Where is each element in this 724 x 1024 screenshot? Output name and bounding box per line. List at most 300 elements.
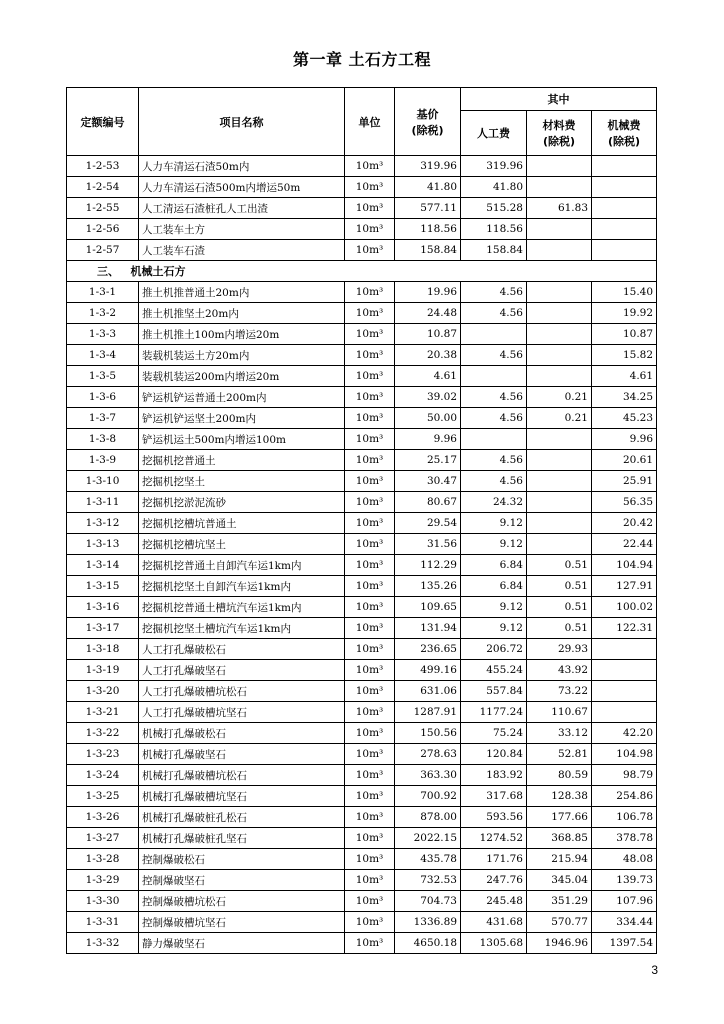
row-labor: 1305.68 xyxy=(461,933,527,954)
row-name: 挖掘机挖淤泥流砂 xyxy=(139,492,345,513)
row-name: 装载机装运土方20m内 xyxy=(139,345,345,366)
row-material xyxy=(527,366,592,387)
row-machine: 45.23 xyxy=(592,408,657,429)
table-row xyxy=(67,492,657,513)
row-base-price: 31.56 xyxy=(395,534,461,555)
row-machine: 10.87 xyxy=(592,324,657,345)
table-row xyxy=(67,660,657,681)
row-machine: 122.31 xyxy=(592,618,657,639)
row-material xyxy=(527,471,592,492)
row-labor: 41.80 xyxy=(461,177,527,198)
row-unit: 10m³ xyxy=(345,891,395,912)
row-machine: 42.20 xyxy=(592,723,657,744)
row-machine: 56.35 xyxy=(592,492,657,513)
row-labor: 4.56 xyxy=(461,282,527,303)
row-name: 铲运机铲运坚土200m内 xyxy=(139,408,345,429)
row-name: 挖掘机挖槽坑普通土 xyxy=(139,513,345,534)
header-machine xyxy=(592,111,657,156)
row-code: 1-3-31 xyxy=(67,912,139,933)
table-row xyxy=(67,156,657,177)
row-machine: 22.44 xyxy=(592,534,657,555)
row-unit: 10m³ xyxy=(345,177,395,198)
table-row xyxy=(67,408,657,429)
row-base-price: 30.47 xyxy=(395,471,461,492)
row-unit: 10m³ xyxy=(345,534,395,555)
row-unit: 10m³ xyxy=(345,828,395,849)
row-base-price: 319.96 xyxy=(395,156,461,177)
row-material xyxy=(527,240,592,261)
row-code: 1-2-56 xyxy=(67,219,139,240)
row-base-price: 25.17 xyxy=(395,450,461,471)
row-base-price: 236.65 xyxy=(395,639,461,660)
header-material-label: 材料费 xyxy=(542,119,576,132)
row-machine xyxy=(592,240,657,261)
row-labor: 171.76 xyxy=(461,849,527,870)
row-machine: 48.08 xyxy=(592,849,657,870)
row-machine: 334.44 xyxy=(592,912,657,933)
row-labor: 120.84 xyxy=(461,744,527,765)
row-unit: 10m³ xyxy=(345,282,395,303)
row-machine: 1397.54 xyxy=(592,933,657,954)
row-machine xyxy=(592,219,657,240)
header-code: 定额编号 xyxy=(67,88,139,156)
row-unit: 10m³ xyxy=(345,597,395,618)
row-machine: 25.91 xyxy=(592,471,657,492)
table-body-a xyxy=(67,156,657,261)
row-code: 1-3-6 xyxy=(67,387,139,408)
row-unit: 10m³ xyxy=(345,198,395,219)
table-row xyxy=(67,282,657,303)
row-machine: 15.82 xyxy=(592,345,657,366)
row-name: 控制爆破槽坑坚石 xyxy=(139,912,345,933)
row-base-price: 118.56 xyxy=(395,219,461,240)
row-code: 1-3-10 xyxy=(67,471,139,492)
row-code: 1-3-27 xyxy=(67,828,139,849)
row-name: 机械打孔爆破桩孔坚石 xyxy=(139,828,345,849)
row-material: 61.83 xyxy=(527,198,592,219)
row-material: 368.85 xyxy=(527,828,592,849)
row-unit: 10m³ xyxy=(345,366,395,387)
row-machine xyxy=(592,156,657,177)
row-machine: 254.86 xyxy=(592,786,657,807)
row-name: 人力车清运石渣500m内增运50m xyxy=(139,177,345,198)
row-base-price: 50.00 xyxy=(395,408,461,429)
row-material: 0.21 xyxy=(527,387,592,408)
section-title xyxy=(67,261,657,282)
row-labor: 183.92 xyxy=(461,765,527,786)
row-machine: 100.02 xyxy=(592,597,657,618)
row-labor: 4.56 xyxy=(461,345,527,366)
row-name: 推土机推坚土20m内 xyxy=(139,303,345,324)
row-unit: 10m³ xyxy=(345,450,395,471)
row-code: 1-3-11 xyxy=(67,492,139,513)
row-unit: 10m³ xyxy=(345,156,395,177)
table-row xyxy=(67,681,657,702)
row-labor: 118.56 xyxy=(461,219,527,240)
row-code: 1-3-3 xyxy=(67,324,139,345)
row-material xyxy=(527,282,592,303)
row-machine xyxy=(592,639,657,660)
row-name: 人工打孔爆破槽坑坚石 xyxy=(139,702,345,723)
row-machine: 20.61 xyxy=(592,450,657,471)
row-name: 机械打孔爆破槽坑坚石 xyxy=(139,786,345,807)
row-name: 静力爆破坚石 xyxy=(139,933,345,954)
table-row xyxy=(67,534,657,555)
row-base-price: 150.56 xyxy=(395,723,461,744)
row-unit: 10m³ xyxy=(345,660,395,681)
row-base-price: 135.26 xyxy=(395,576,461,597)
header-material-sub: (除税) xyxy=(542,135,576,148)
row-name: 推土机推土100m内增运20m xyxy=(139,324,345,345)
row-machine: 104.94 xyxy=(592,555,657,576)
row-name: 机械打孔爆破坚石 xyxy=(139,744,345,765)
row-unit: 10m³ xyxy=(345,933,395,954)
row-unit: 10m³ xyxy=(345,723,395,744)
row-material xyxy=(527,177,592,198)
table-row xyxy=(67,765,657,786)
table-row xyxy=(67,744,657,765)
row-code: 1-3-25 xyxy=(67,786,139,807)
row-machine xyxy=(592,177,657,198)
row-name: 挖掘机挖坚土自卸汽车运1km内 xyxy=(139,576,345,597)
row-unit: 10m³ xyxy=(345,618,395,639)
row-base-price: 112.29 xyxy=(395,555,461,576)
row-material: 128.38 xyxy=(527,786,592,807)
row-material: 0.21 xyxy=(527,408,592,429)
header-unit: 单位 xyxy=(345,88,395,156)
table-row xyxy=(67,555,657,576)
row-labor: 317.68 xyxy=(461,786,527,807)
row-code: 1-3-18 xyxy=(67,639,139,660)
row-name: 挖掘机挖普通土槽坑汽车运1km内 xyxy=(139,597,345,618)
row-unit: 10m³ xyxy=(345,849,395,870)
row-code: 1-3-17 xyxy=(67,618,139,639)
table-row xyxy=(67,807,657,828)
table-row xyxy=(67,933,657,954)
row-unit: 10m³ xyxy=(345,912,395,933)
row-unit: 10m³ xyxy=(345,408,395,429)
header-including: 其中 xyxy=(461,88,657,111)
row-material: 0.51 xyxy=(527,576,592,597)
row-material xyxy=(527,492,592,513)
header-base-price xyxy=(395,88,461,156)
row-unit: 10m³ xyxy=(345,765,395,786)
section-header-group xyxy=(67,261,657,282)
header-machine-sub: (除税) xyxy=(607,135,641,148)
row-labor: 1177.24 xyxy=(461,702,527,723)
row-material: 1946.96 xyxy=(527,933,592,954)
header-labor: 人工费 xyxy=(461,111,527,156)
table-row xyxy=(67,618,657,639)
row-code: 1-3-21 xyxy=(67,702,139,723)
row-material: 351.29 xyxy=(527,891,592,912)
row-labor: 4.56 xyxy=(461,303,527,324)
row-unit: 10m³ xyxy=(345,639,395,660)
row-base-price: 1287.91 xyxy=(395,702,461,723)
row-code: 1-3-26 xyxy=(67,807,139,828)
row-labor: 158.84 xyxy=(461,240,527,261)
row-machine: 104.98 xyxy=(592,744,657,765)
row-name: 人工打孔爆破槽坑松石 xyxy=(139,681,345,702)
row-labor: 6.84 xyxy=(461,555,527,576)
row-code: 1-2-55 xyxy=(67,198,139,219)
table-row xyxy=(67,240,657,261)
row-base-price: 29.54 xyxy=(395,513,461,534)
row-base-price: 278.63 xyxy=(395,744,461,765)
table-row xyxy=(67,702,657,723)
row-labor: 4.56 xyxy=(461,471,527,492)
table-row xyxy=(67,219,657,240)
row-material xyxy=(527,156,592,177)
row-base-price: 4650.18 xyxy=(395,933,461,954)
row-code: 1-3-2 xyxy=(67,303,139,324)
row-base-price: 158.84 xyxy=(395,240,461,261)
row-machine: 378.78 xyxy=(592,828,657,849)
row-unit: 10m³ xyxy=(345,303,395,324)
row-machine: 107.96 xyxy=(592,891,657,912)
table-body-b xyxy=(67,282,657,954)
row-code: 1-2-54 xyxy=(67,177,139,198)
row-material: 0.51 xyxy=(527,555,592,576)
row-material: 52.81 xyxy=(527,744,592,765)
row-base-price: 41.80 xyxy=(395,177,461,198)
row-code: 1-3-5 xyxy=(67,366,139,387)
row-machine: 98.79 xyxy=(592,765,657,786)
row-unit: 10m³ xyxy=(345,681,395,702)
row-name: 控制爆破坚石 xyxy=(139,870,345,891)
row-code: 1-3-20 xyxy=(67,681,139,702)
table-row xyxy=(67,828,657,849)
row-machine: 34.25 xyxy=(592,387,657,408)
table-row xyxy=(67,345,657,366)
row-machine xyxy=(592,198,657,219)
row-labor: 9.12 xyxy=(461,597,527,618)
row-unit: 10m³ xyxy=(345,513,395,534)
row-name: 人力车清运石渣50m内 xyxy=(139,156,345,177)
row-base-price: 24.48 xyxy=(395,303,461,324)
row-name: 控制爆破松石 xyxy=(139,849,345,870)
row-labor: 431.68 xyxy=(461,912,527,933)
row-material: 570.77 xyxy=(527,912,592,933)
row-code: 1-3-16 xyxy=(67,597,139,618)
row-material: 345.04 xyxy=(527,870,592,891)
row-name: 挖掘机挖坚土 xyxy=(139,471,345,492)
row-machine: 20.42 xyxy=(592,513,657,534)
row-unit: 10m³ xyxy=(345,387,395,408)
row-material: 43.92 xyxy=(527,660,592,681)
row-machine xyxy=(592,660,657,681)
row-name: 机械打孔爆破桩孔松石 xyxy=(139,807,345,828)
row-material xyxy=(527,513,592,534)
page-number: 3 xyxy=(651,963,658,977)
row-material xyxy=(527,324,592,345)
row-labor: 24.32 xyxy=(461,492,527,513)
row-labor: 4.56 xyxy=(461,387,527,408)
row-name: 人工装车石渣 xyxy=(139,240,345,261)
quota-table xyxy=(66,87,657,954)
row-code: 1-3-12 xyxy=(67,513,139,534)
row-base-price: 80.67 xyxy=(395,492,461,513)
row-name: 挖掘机挖槽坑坚土 xyxy=(139,534,345,555)
table-row xyxy=(67,198,657,219)
table-row xyxy=(67,786,657,807)
section-row xyxy=(67,261,657,282)
row-labor: 9.12 xyxy=(461,618,527,639)
row-code: 1-3-8 xyxy=(67,429,139,450)
row-base-price: 878.00 xyxy=(395,807,461,828)
row-machine: 139.73 xyxy=(592,870,657,891)
row-base-price: 4.61 xyxy=(395,366,461,387)
row-code: 1-3-14 xyxy=(67,555,139,576)
row-base-price: 363.30 xyxy=(395,765,461,786)
row-labor: 75.24 xyxy=(461,723,527,744)
row-labor: 245.48 xyxy=(461,891,527,912)
row-code: 1-3-22 xyxy=(67,723,139,744)
row-unit: 10m³ xyxy=(345,219,395,240)
row-base-price: 704.73 xyxy=(395,891,461,912)
table-row xyxy=(67,303,657,324)
table-row xyxy=(67,891,657,912)
row-labor: 4.56 xyxy=(461,408,527,429)
row-name: 挖掘机挖普通土 xyxy=(139,450,345,471)
table-row xyxy=(67,912,657,933)
row-code: 1-2-57 xyxy=(67,240,139,261)
row-unit: 10m³ xyxy=(345,492,395,513)
row-name: 人工清运石渣桩孔人工出渣 xyxy=(139,198,345,219)
row-material: 80.59 xyxy=(527,765,592,786)
row-code: 1-3-4 xyxy=(67,345,139,366)
row-name: 人工打孔爆破松石 xyxy=(139,639,345,660)
row-code: 1-3-1 xyxy=(67,282,139,303)
row-code: 1-3-32 xyxy=(67,933,139,954)
row-name: 人工打孔爆破坚石 xyxy=(139,660,345,681)
row-base-price: 577.11 xyxy=(395,198,461,219)
row-base-price: 131.94 xyxy=(395,618,461,639)
row-machine: 15.40 xyxy=(592,282,657,303)
row-name: 机械打孔爆破槽坑松石 xyxy=(139,765,345,786)
row-unit: 10m³ xyxy=(345,240,395,261)
row-unit: 10m³ xyxy=(345,324,395,345)
row-material xyxy=(527,303,592,324)
page-title: 第一章 土石方工程 xyxy=(292,50,432,69)
table-row xyxy=(67,639,657,660)
row-name: 挖掘机挖普通土自卸汽车运1km内 xyxy=(139,555,345,576)
row-name: 挖掘机挖坚土槽坑汽车运1km内 xyxy=(139,618,345,639)
table-row xyxy=(67,513,657,534)
row-code: 1-3-24 xyxy=(67,765,139,786)
row-base-price: 499.16 xyxy=(395,660,461,681)
row-material: 29.93 xyxy=(527,639,592,660)
row-material xyxy=(527,219,592,240)
row-unit: 10m³ xyxy=(345,702,395,723)
row-unit: 10m³ xyxy=(345,345,395,366)
row-machine xyxy=(592,681,657,702)
row-machine: 19.92 xyxy=(592,303,657,324)
row-material: 0.51 xyxy=(527,597,592,618)
row-labor: 1274.52 xyxy=(461,828,527,849)
row-base-price: 109.65 xyxy=(395,597,461,618)
row-base-price: 700.92 xyxy=(395,786,461,807)
row-material xyxy=(527,429,592,450)
row-base-price: 20.38 xyxy=(395,345,461,366)
table-row xyxy=(67,324,657,345)
row-machine: 106.78 xyxy=(592,807,657,828)
row-code: 1-3-15 xyxy=(67,576,139,597)
header-material xyxy=(527,111,592,156)
table-row xyxy=(67,597,657,618)
row-base-price: 10.87 xyxy=(395,324,461,345)
row-labor: 6.84 xyxy=(461,576,527,597)
header-base-price-label: 基价 xyxy=(416,107,439,121)
row-labor xyxy=(461,366,527,387)
row-name: 控制爆破槽坑松石 xyxy=(139,891,345,912)
row-material: 73.22 xyxy=(527,681,592,702)
row-material xyxy=(527,534,592,555)
row-base-price: 631.06 xyxy=(395,681,461,702)
row-base-price: 39.02 xyxy=(395,387,461,408)
row-labor: 515.28 xyxy=(461,198,527,219)
section-number: 三、 xyxy=(97,265,119,278)
row-machine: 4.61 xyxy=(592,366,657,387)
table-row xyxy=(67,429,657,450)
row-unit: 10m³ xyxy=(345,429,395,450)
table-row xyxy=(67,471,657,492)
row-name: 铲运机铲运普通土200m内 xyxy=(139,387,345,408)
header-name: 项目名称 xyxy=(139,88,345,156)
row-base-price: 1336.89 xyxy=(395,912,461,933)
row-code: 1-3-13 xyxy=(67,534,139,555)
header-machine-label: 机械费 xyxy=(607,119,641,132)
row-code: 1-3-9 xyxy=(67,450,139,471)
row-labor: 4.56 xyxy=(461,450,527,471)
row-unit: 10m³ xyxy=(345,576,395,597)
table-row xyxy=(67,177,657,198)
table-row xyxy=(67,366,657,387)
table-row xyxy=(67,576,657,597)
row-labor: 206.72 xyxy=(461,639,527,660)
row-material: 33.12 xyxy=(527,723,592,744)
row-labor: 247.76 xyxy=(461,870,527,891)
row-labor: 593.56 xyxy=(461,807,527,828)
row-labor: 319.96 xyxy=(461,156,527,177)
row-material: 110.67 xyxy=(527,702,592,723)
row-labor: 9.12 xyxy=(461,513,527,534)
table-row xyxy=(67,849,657,870)
row-material xyxy=(527,450,592,471)
row-material: 215.94 xyxy=(527,849,592,870)
row-unit: 10m³ xyxy=(345,744,395,765)
row-material xyxy=(527,345,592,366)
table-row xyxy=(67,723,657,744)
row-labor: 9.12 xyxy=(461,534,527,555)
row-code: 1-3-28 xyxy=(67,849,139,870)
row-machine: 9.96 xyxy=(592,429,657,450)
row-code: 1-3-30 xyxy=(67,891,139,912)
row-base-price: 732.53 xyxy=(395,870,461,891)
row-labor xyxy=(461,324,527,345)
table-row xyxy=(67,870,657,891)
row-base-price: 19.96 xyxy=(395,282,461,303)
header-base-price-sub: (除税) xyxy=(411,123,444,137)
row-base-price: 9.96 xyxy=(395,429,461,450)
row-base-price: 2022.15 xyxy=(395,828,461,849)
row-name: 铲运机运土500m内增运100m xyxy=(139,429,345,450)
row-unit: 10m³ xyxy=(345,807,395,828)
section-name: 机械土石方 xyxy=(130,265,186,278)
row-machine xyxy=(592,702,657,723)
row-unit: 10m³ xyxy=(345,555,395,576)
row-material: 177.66 xyxy=(527,807,592,828)
